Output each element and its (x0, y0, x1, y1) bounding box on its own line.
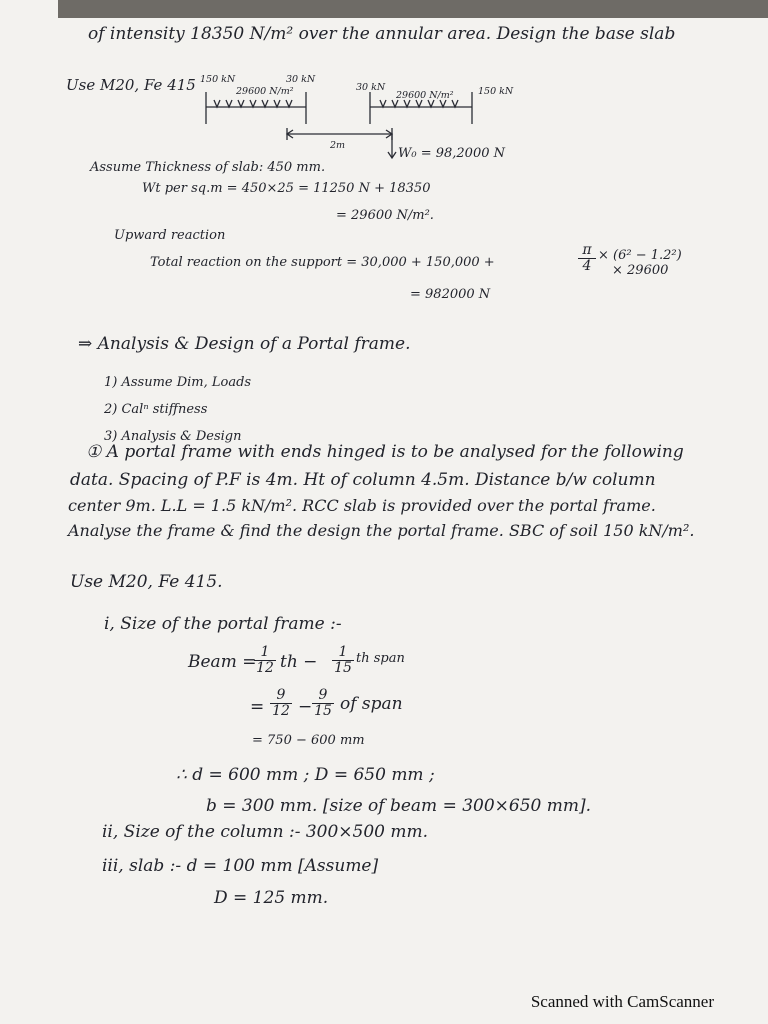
reaction-label: W₀ = 98,2000 N (398, 146, 505, 161)
text-line: = 750 − 600 mm (252, 733, 365, 748)
fraction-9-over-12: $\frac{9}{12}$ (270, 688, 292, 719)
text-line: ① A portal frame with ends hinged is to be analysed for the following (86, 442, 684, 462)
text-line: Use M20, Fe 415. (70, 572, 223, 592)
right-udl-arrows (380, 100, 458, 107)
text-line: of intensity 18350 N/m² over the annular area. Design the base slab (88, 24, 676, 44)
text-line: Upward reaction (114, 228, 226, 243)
text-line: Use M20, Fe 415 (66, 76, 196, 94)
list-item: 2) Calⁿ stiffness (104, 402, 208, 417)
text-line: of span (340, 694, 403, 714)
text-line: th − (280, 652, 318, 672)
diagram-label: 30 kN (356, 82, 386, 93)
text-line: = 29600 N/m². (336, 208, 434, 223)
text-line: = (250, 697, 265, 717)
diagram-label: 29600 N/m² (236, 86, 294, 97)
text-line: Analyse the frame & find the design the portal frame. SBC of soil 150 kN/m². (68, 521, 695, 540)
text-line: i, Size of the portal frame :- (104, 614, 342, 634)
scanner-watermark: Scanned with CamScanner (530, 992, 714, 1011)
text-line: − (298, 697, 313, 717)
text-line: th span (356, 651, 405, 666)
text-line: Assume Thickness of slab: 450 mm. (90, 160, 326, 175)
text-line: Total reaction on the support = 30,000 + 150,000 + (150, 255, 495, 270)
span-label: 2m (330, 140, 346, 151)
fraction-9-over-15: $\frac{9}{15}$ (312, 688, 334, 719)
text-line: data. Spacing of P.F is 4m. Ht of column 4.5m. Distance b/w column (70, 470, 656, 490)
diagram-label: 150 kN (478, 86, 514, 97)
text-line: ∴ d = 600 mm ; D = 650 mm ; (176, 765, 435, 785)
text-line: ii, Size of the column :- 300×500 mm. (102, 822, 429, 842)
text-line: × (6² − 1.2²) (598, 248, 682, 263)
text-line: D = 125 mm. (214, 888, 329, 908)
pi-over-four: $\frac{\pi}{4}$ (578, 243, 596, 274)
list-item: 3) Analysis & Design (104, 429, 242, 444)
text-line: center 9m. L.L = 1.5 kN/m². RCC slab is provided over the portal frame. (68, 496, 656, 515)
text-line: = 982000 N (410, 287, 491, 302)
diagram-label: 150 kN (200, 74, 236, 85)
diagram-label: 30 kN (286, 74, 316, 85)
text-line: Wt per sq.m = 450×25 = 11250 N + 18350 (142, 181, 431, 196)
text-line: × 29600 (612, 263, 669, 278)
list-item: 1) Assume Dim, Loads (104, 375, 252, 390)
fraction-1-over-15: $\frac{1}{15}$ (332, 645, 354, 676)
text-line: Beam = (188, 652, 257, 672)
left-udl-arrows (214, 100, 292, 107)
text-line: iii, slab :- d = 100 mm [Assume] (102, 856, 379, 876)
text-line: b = 300 mm. [size of beam = 300×650 mm]. (206, 796, 592, 816)
section-heading: ⇒ Analysis & Design of a Portal frame. (78, 334, 411, 354)
fraction-1-over-12: $\frac{1}{12}$ (254, 645, 276, 676)
diagram-label: 29600 N/m² (396, 90, 454, 101)
